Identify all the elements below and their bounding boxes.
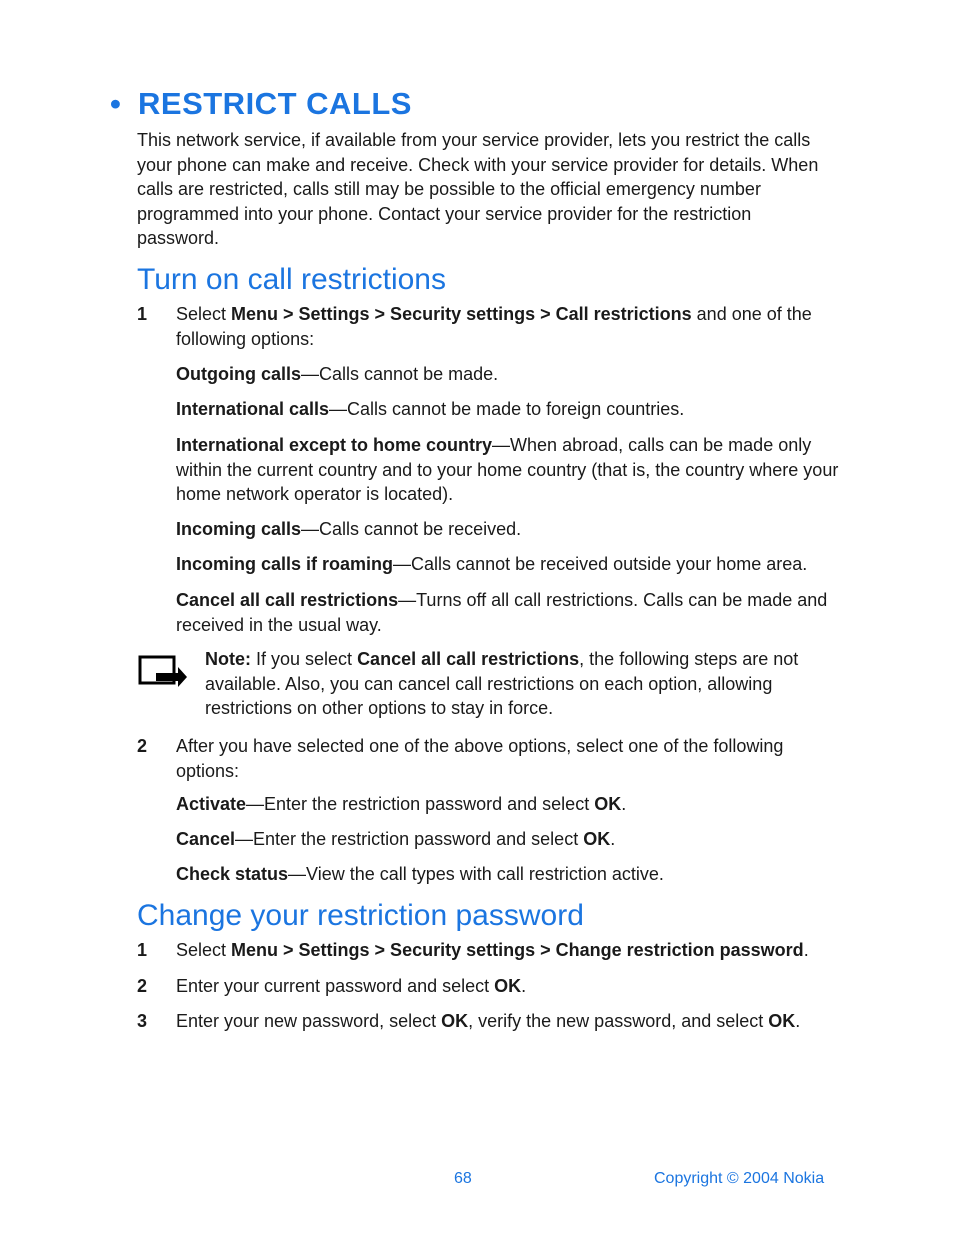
step-number: 1 xyxy=(137,940,148,960)
option-international-except-home: International except to home country—When abroad, calls can be made only within the current country and to your home country (that is, the country where your home network operator is located). xyxy=(176,435,839,504)
option-incoming-calls: Incoming calls—Calls cannot be received. xyxy=(176,519,522,539)
section-title xyxy=(110,86,412,122)
option-international-calls: International calls—Calls cannot be made to foreign countries. xyxy=(176,399,685,419)
step-select-change-password: Select Menu > Settings > Security settings > Change restriction password. xyxy=(176,940,809,960)
step-select-call-restrictions: Select Menu > Settings > Security settings > Call restrictions and one of the following options: xyxy=(176,304,812,349)
intro-paragraph: This network service, if available from your service provider, lets you restrict the calls your phone can make and receive. Check with your service provider for details. When calls are restricted, calls still may be possible to the official emergency number programmed into your phone. Contact your service provider for the restriction password. xyxy=(137,130,819,248)
title-text: RESTRICT CALLS xyxy=(138,86,412,121)
copyright-notice: Copyright © 2004 Nokia xyxy=(654,1170,825,1187)
step-enter-current-password: Enter your current password and select OK. xyxy=(176,976,527,996)
step-number: 2 xyxy=(137,736,148,756)
action-check-status: Check status—View the call types with call restriction active. xyxy=(176,864,664,884)
page-number: 68 xyxy=(454,1170,472,1187)
menu-path: Menu > Settings > Security settings > Call restrictions xyxy=(231,304,692,324)
option-incoming-calls-if-roaming: Incoming calls if roaming—Calls cannot be received outside your home area. xyxy=(176,554,808,574)
action-activate: Activate—Enter the restriction password and select OK. xyxy=(176,794,627,814)
action-cancel: Cancel—Enter the restriction password and select OK. xyxy=(176,829,616,849)
menu-path: Menu > Settings > Security settings > Change restriction password xyxy=(231,940,804,960)
note-paragraph: Note: If you select Cancel all call restrictions, the following steps are not available. Also, you can cancel call restrictions on each option, allowing restrictions on other options to stay in force. xyxy=(205,649,799,718)
note-icon xyxy=(138,655,188,689)
note-label: Note: xyxy=(205,649,251,669)
step-number: 1 xyxy=(137,304,148,324)
step-number: 2 xyxy=(137,976,148,996)
step-select-action: After you have selected one of the above options, select one of the following options: xyxy=(176,736,784,781)
step-number: 3 xyxy=(137,1011,148,1031)
heading-change-restriction-password: Change your restriction password xyxy=(137,899,584,932)
option-outgoing-calls: Outgoing calls—Calls cannot be made. xyxy=(176,364,499,384)
title-bullet: • xyxy=(110,86,122,121)
heading-turn-on-call-restrictions: Turn on call restrictions xyxy=(137,263,446,296)
option-cancel-all-call-restrictions: Cancel all call restrictions—Turns off all call restrictions. Calls can be made and received in the usual way. xyxy=(176,590,828,635)
step-enter-new-password: Enter your new password, select OK, verify the new password, and select OK. xyxy=(176,1011,801,1031)
